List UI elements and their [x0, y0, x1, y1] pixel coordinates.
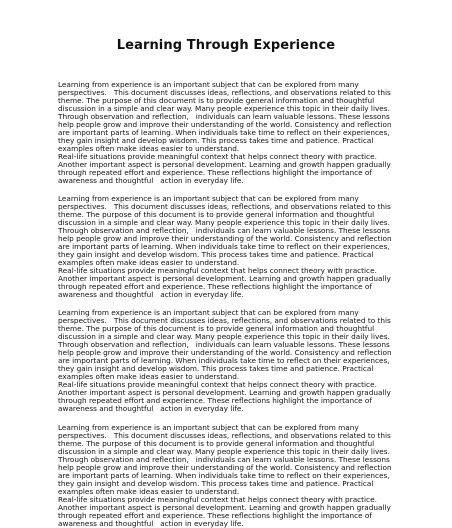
paragraph-line: through repeated effort and experience. These reflections highlight the importance of: [58, 510, 372, 520]
paragraph-line: discussion in a simple and clear way. Many people experience this topic in their daily lives.: [58, 446, 390, 456]
paragraph-line: discussion in a simple and clear way. Many people experience this topic in their daily lives.: [58, 104, 390, 113]
paragraph-line: theme. The purpose of this document is to provide general information and thoughtful: [58, 438, 375, 448]
paragraph-line: theme. The purpose of this document is to provide general information and thoughtful: [58, 96, 375, 105]
paragraph-line: through repeated effort and experience. These reflections highlight the importance of: [58, 396, 372, 406]
paragraph-line: help people grow and improve their understanding of the world. Consistency and reflection: [58, 120, 392, 129]
paragraph-line: Another important aspect is personal development. Learning and growth happen gradually: [58, 502, 391, 512]
paragraph-line: perspectives. This document discusses ideas, reflections, and observations related to this: [58, 430, 391, 440]
body-paragraph: [58, 424, 403, 528]
paragraph-line: Learning from experience is an important subject that can be explored from many: [58, 422, 359, 432]
paragraph-line: Through observation and reflection, individuals can learn valuable lessons. These lessons: [58, 454, 390, 464]
paragraph-line: discussion in a simple and clear way. Many people experience this topic in their daily lives.: [58, 332, 390, 342]
paragraph-line: awareness and thoughtful action in everyday life.: [58, 518, 244, 528]
paragraph-line: perspectives. This document discusses ideas, reflections, and observations related to this: [58, 316, 391, 326]
paragraph-line: theme. The purpose of this document is to provide general information and thoughtful: [58, 210, 375, 220]
paragraph-line: theme. The purpose of this document is to provide general information and thoughtful: [58, 324, 375, 334]
paragraph-line: are important parts of learning. When individuals take time to reflect on their experiences,: [58, 242, 390, 252]
paragraph-line: Real-life situations provide meaningful context that helps connect theory with practice.: [58, 266, 377, 276]
paragraph-line: they gain insight and develop wisdom. This process takes time and patience. Practical: [58, 364, 374, 374]
paragraph-line: Real-life situations provide meaningful context that helps connect theory with practice.: [58, 494, 377, 504]
paragraph-line: Another important aspect is personal development. Learning and growth happen gradually: [58, 274, 391, 284]
paragraph-line: discussion in a simple and clear way. Many people experience this topic in their daily lives.: [58, 218, 390, 228]
paragraph-line: Through observation and reflection, individuals can learn valuable lessons. These lessons: [58, 226, 390, 236]
paragraph-line: examples often make ideas easier to understand.: [58, 144, 240, 153]
paragraph-line: are important parts of learning. When individuals take time to reflect on their experiences,: [58, 128, 390, 137]
document-title: Learning Through Experience: [116, 38, 336, 53]
paragraph-line: through repeated effort and experience. These reflections highlight the importance of: [58, 168, 372, 177]
paragraph-line: awareness and thoughtful action in everyday life.: [58, 176, 244, 185]
paragraph-line: Real-life situations provide meaningful context that helps connect theory with practice.: [58, 380, 377, 390]
body-paragraph: [58, 309, 403, 413]
paragraph-line: perspectives. This document discusses ideas, reflections, and observations related to this: [58, 202, 391, 212]
paragraph-line: through repeated effort and experience. These reflections highlight the importance of: [58, 282, 372, 292]
document-body: [58, 81, 403, 528]
paragraph-line: Learning from experience is an important subject that can be explored from many: [58, 194, 359, 204]
paragraph-line: they gain insight and develop wisdom. This process takes time and patience. Practical: [58, 136, 374, 145]
paragraph-line: help people grow and improve their understanding of the world. Consistency and reflection: [58, 462, 392, 472]
paragraph-line: Another important aspect is personal development. Learning and growth happen gradually: [58, 160, 391, 169]
body-paragraph: [58, 195, 403, 299]
paragraph-line: help people grow and improve their understanding of the world. Consistency and reflection: [58, 348, 392, 358]
paragraph-line: Another important aspect is personal development. Learning and growth happen gradually: [58, 388, 391, 398]
paragraph-line: are important parts of learning. When individuals take time to reflect on their experiences,: [58, 470, 390, 480]
paragraph-line: examples often make ideas easier to understand.: [58, 258, 240, 268]
paragraph-line: perspectives. This document discusses ideas, reflections, and observations related to this: [58, 88, 391, 97]
paragraph-line: are important parts of learning. When individuals take time to reflect on their experiences,: [58, 356, 390, 366]
paragraph-line: Real-life situations provide meaningful context that helps connect theory with practice.: [58, 152, 377, 161]
paragraph-line: Through observation and reflection, individuals can learn valuable lessons. These lessons: [58, 112, 390, 121]
paragraph-line: Learning from experience is an important subject that can be explored from many: [58, 80, 359, 89]
paragraph-line: they gain insight and develop wisdom. This process takes time and patience. Practical: [58, 250, 374, 260]
paragraph-line: they gain insight and develop wisdom. This process takes time and patience. Practical: [58, 478, 374, 488]
paragraph-line: Through observation and reflection, individuals can learn valuable lessons. These lessons: [58, 340, 390, 350]
paragraph-line: help people grow and improve their understanding of the world. Consistency and reflection: [58, 234, 392, 244]
paragraph-line: examples often make ideas easier to understand.: [58, 486, 240, 496]
paragraph-line: awareness and thoughtful action in everyday life.: [58, 290, 244, 300]
paragraph-line: Learning from experience is an important subject that can be explored from many: [58, 308, 359, 318]
body-paragraph: [58, 81, 403, 185]
paragraph-line: examples often make ideas easier to understand.: [58, 372, 240, 382]
paragraph-line: awareness and thoughtful action in everyday life.: [58, 404, 244, 414]
